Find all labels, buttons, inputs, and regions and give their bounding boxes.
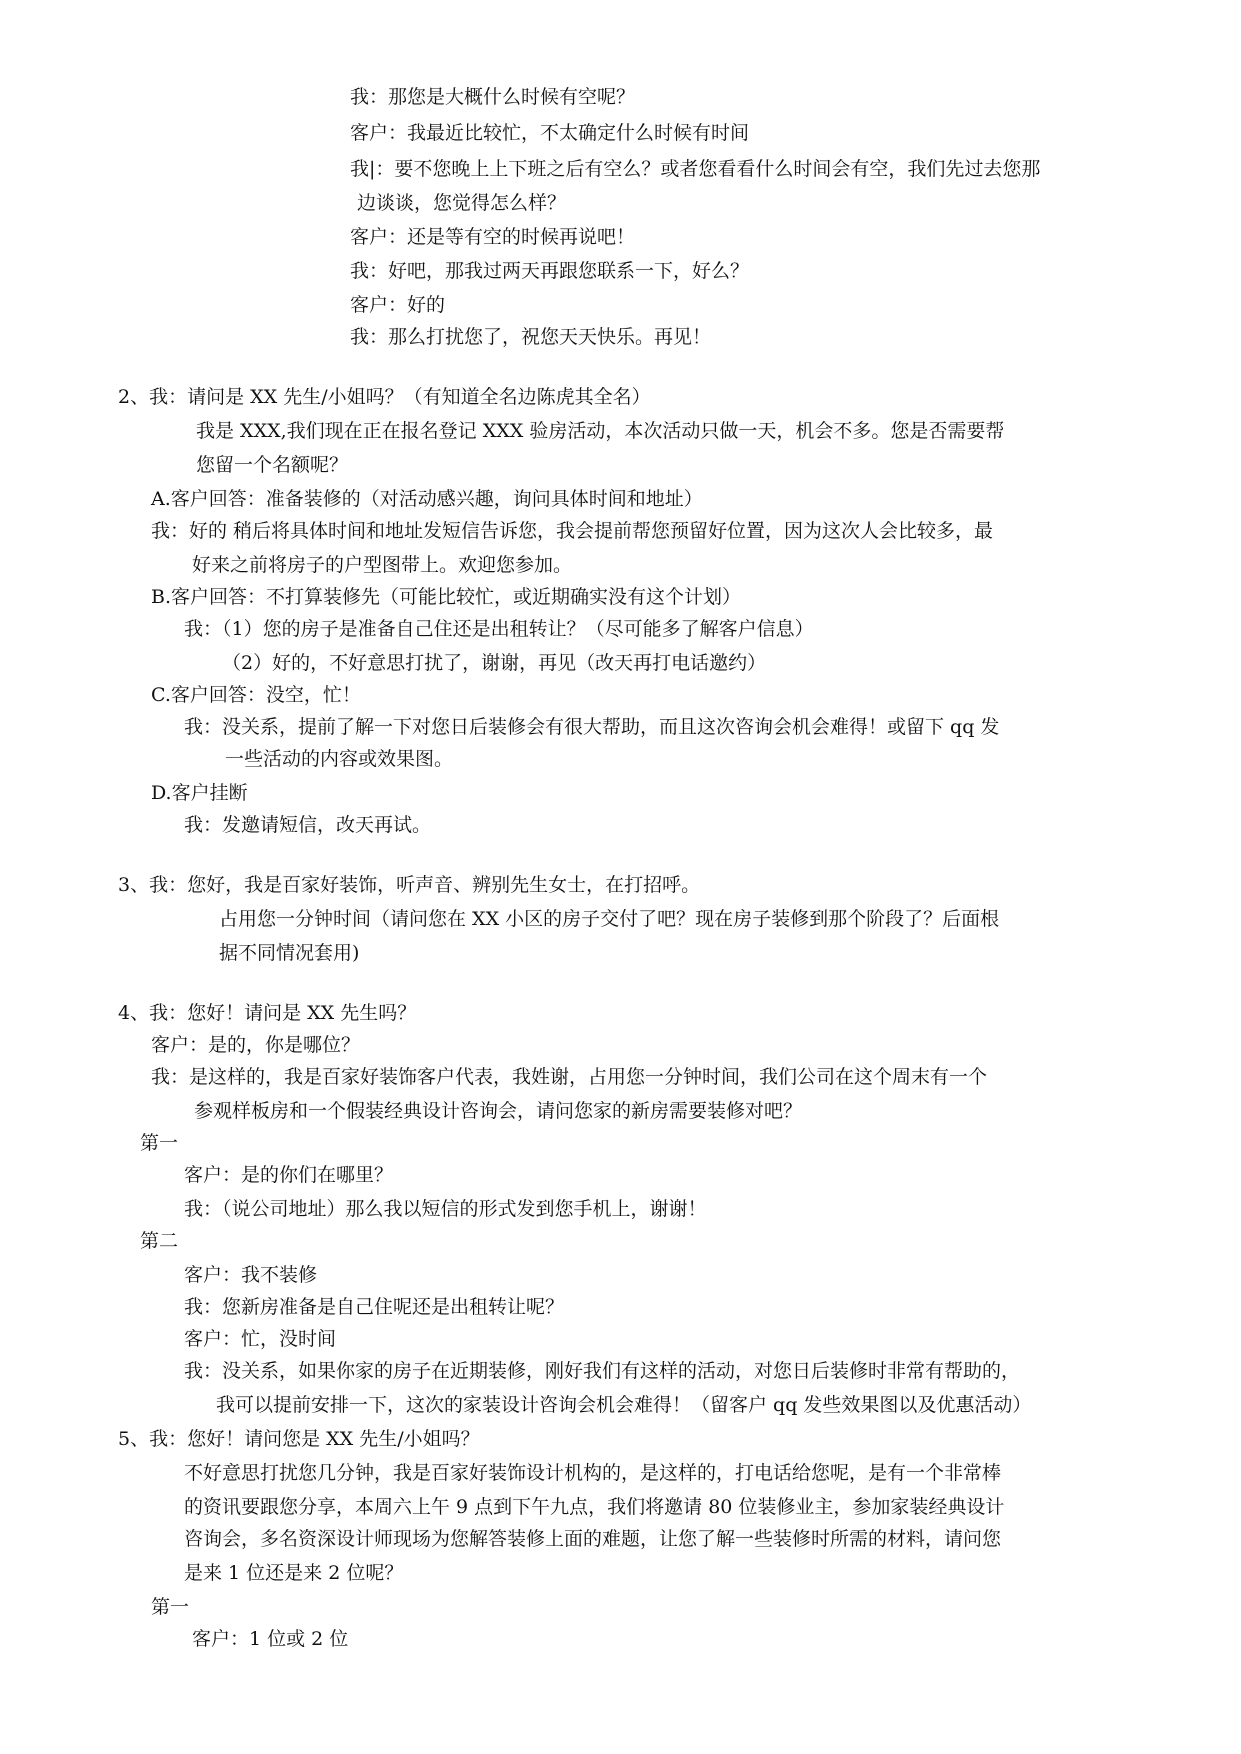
dialogue-line: （2）好的，不好意思打扰了，谢谢，再见（改天再打电话邀约） <box>222 652 767 674</box>
dialogue-line: 我：是这样的，我是百家好装饰客户代表，我姓谢，占用您一分钟时间，我们公司在这个周末有一个 <box>151 1066 988 1088</box>
dialogue-line: 客户：我最近比较忙，不太确定什么时候有时间 <box>350 122 750 144</box>
dialogue-line: 我：您新房准备是自己住呢还是出租转让呢？ <box>184 1296 565 1318</box>
dialogue-line: 客户：是的你们在哪里？ <box>184 1164 394 1186</box>
section-heading: 4、我：您好！请问是 XX 先生吗？ <box>118 1002 417 1024</box>
dialogue-line: 我：（说公司地址）那么我以短信的形式发到您手机上，谢谢！ <box>184 1198 707 1220</box>
case-label: 第一 <box>140 1132 179 1154</box>
dialogue-line: 的资讯要跟您分享，本周六上午 9 点到下午九点，我们将邀请 80 位装修业主，参加家装经典设计 <box>184 1496 1005 1518</box>
option-line: B.客户回答：不打算装修先（可能比较忙，或近期确实没有这个计划） <box>151 586 742 608</box>
dialogue-line: 我是 XXX,我们现在正在报名登记 XXX 验房活动，本次活动只做一天，机会不多。您是否需要帮 <box>196 420 1005 442</box>
dialogue-line: 我：好吧，那我过两天再跟您联系一下，好么？ <box>350 260 750 282</box>
dialogue-line: 我|：要不您晚上上下班之后有空么？或者您看看什么时间会有空，我们先过去您那 <box>350 158 1041 180</box>
dialogue-line: 客户：是的，你是哪位？ <box>151 1034 361 1056</box>
dialogue-line: 我：（1）您的房子是准备自己住还是出租转让？（尽可能多了解客户信息） <box>184 618 814 640</box>
dialogue-line: 咨询会，多名资深设计师现场为您解答装修上面的难题，让您了解一些装修时所需的材料，请问您 <box>184 1528 1002 1550</box>
case-label: 第一 <box>151 1596 190 1618</box>
dialogue-line: 我可以提前安排一下，这次的家装设计咨询会机会难得！（留客户 qq 发些效果图以及优惠活动） <box>216 1394 1032 1416</box>
dialogue-line: 参观样板房和一个假装经典设计咨询会，请问您家的新房需要装修对吧？ <box>194 1100 803 1122</box>
option-line: C.客户回答：没空，忙！ <box>151 684 361 706</box>
section-heading: 2、我：请问是 XX 先生/小姐吗？（有知道全名边陈虎其全名） <box>118 386 651 408</box>
option-line: A.客户回答：准备装修的（对活动感兴趣，询问具体时间和地址） <box>151 488 703 510</box>
dialogue-line: 我：没关系，如果你家的房子在近期装修，刚好我们有这样的活动，对您日后装修时非常有帮助的， <box>184 1360 1021 1382</box>
dialogue-line: 边谈谈，您觉得怎么样？ <box>357 192 567 214</box>
dialogue-line: 客户：还是等有空的时候再说吧！ <box>350 226 636 248</box>
dialogue-line: 占用您一分钟时间（请问您在 XX 小区的房子交付了吧？现在房子装修到那个阶段了？后面根 <box>219 908 1000 930</box>
dialogue-line: 我：发邀请短信，改天再试。 <box>184 814 432 836</box>
section-heading: 5、我：您好！请问您是 XX 先生/小姐吗？ <box>118 1428 480 1450</box>
dialogue-line: 您留一个名额呢？ <box>196 454 349 476</box>
dialogue-line: 一些活动的内容或效果图。 <box>225 748 454 770</box>
dialogue-line: 客户：我不装修 <box>184 1264 318 1286</box>
dialogue-line: 我：好的 稍后将具体时间和地址发短信告诉您，我会提前帮您预留好位置，因为这次人会比较多，最 <box>151 520 994 542</box>
dialogue-line: 不好意思打扰您几分钟，我是百家好装饰设计机构的，是这样的，打电话给您呢，是有一个非常棒 <box>184 1462 1002 1484</box>
dialogue-line: 客户：1 位或 2 位 <box>192 1628 349 1650</box>
dialogue-line: 我：没关系，提前了解一下对您日后装修会有很大帮助，而且这次咨询会机会难得！或留下 qq 发 <box>184 716 1000 738</box>
section-heading: 3、我：您好，我是百家好装饰，听声音、辨别先生女士，在打招呼。 <box>118 874 701 896</box>
dialogue-line: 好来之前将房子的户型图带上。欢迎您参加。 <box>192 554 573 576</box>
option-line: D.客户挂断 <box>151 782 248 804</box>
dialogue-line: 客户：忙，没时间 <box>184 1328 337 1350</box>
dialogue-line: 客户：好的 <box>350 294 446 316</box>
case-label: 第二 <box>140 1230 179 1252</box>
dialogue-line: 是来 1 位还是来 2 位呢？ <box>184 1562 404 1584</box>
dialogue-line: 我：那您是大概什么时候有空呢？ <box>350 86 636 108</box>
dialogue-line: 我：那么打扰您了，祝您天天快乐。再见！ <box>350 326 712 348</box>
dialogue-line: 据不同情况套用) <box>219 942 360 964</box>
